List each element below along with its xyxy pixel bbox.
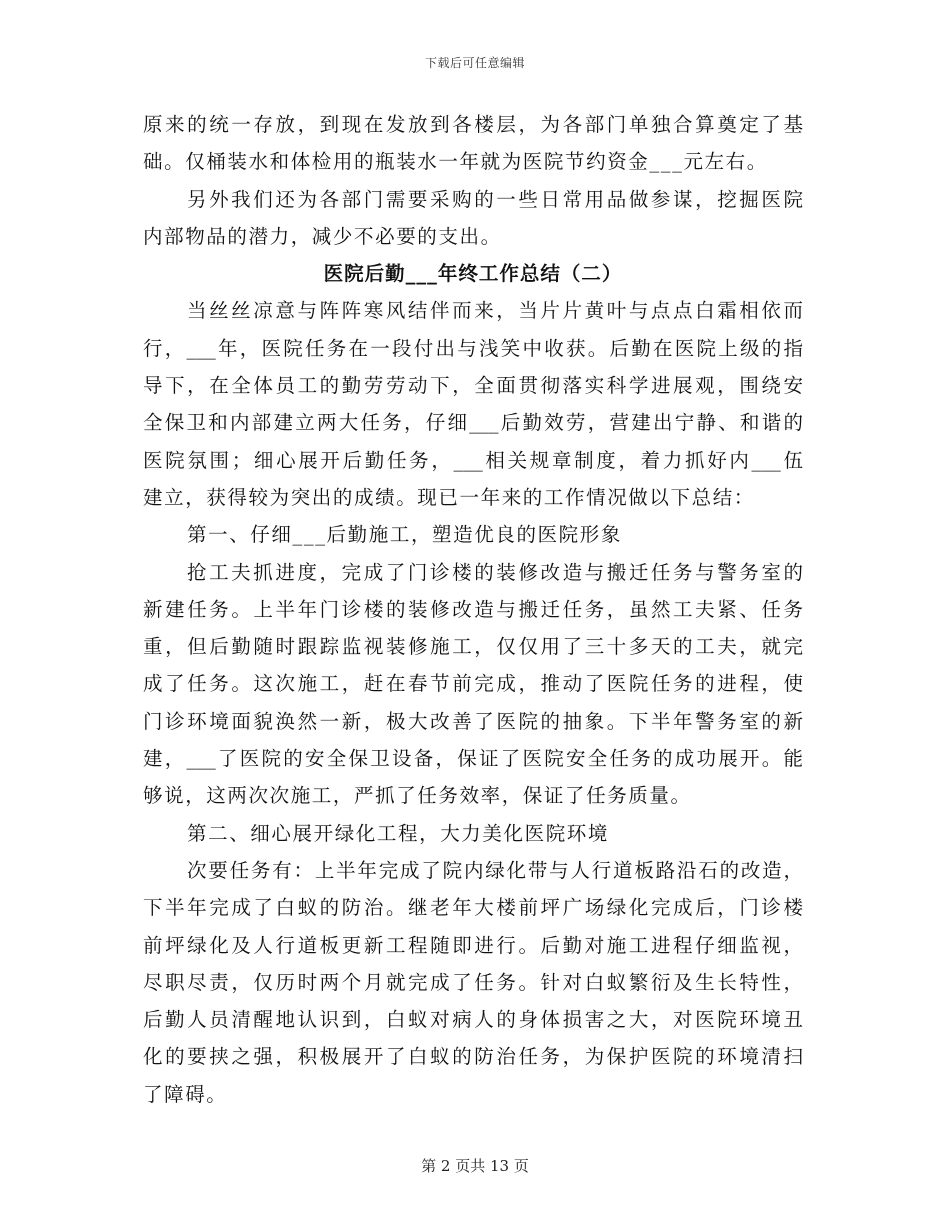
paragraph-line: 化的要挟之强，积极展开了白蚁的防治任务，为保护医院的环境清扫	[143, 1045, 803, 1069]
paragraph-line: 前坪绿化及人行道板更新工程随即进行。后勤对施工进程仔细监视，	[143, 933, 803, 957]
paragraph-line: 础。仅桶装水和体检用的瓶装水一年就为医院节约资金___元左右。	[143, 150, 768, 174]
paragraph-line: 建，___了医院的安全保卫设备，保证了医院安全任务的成功展开。能	[143, 747, 803, 771]
paragraph-line: 原来的统一存放，到现在发放到各楼层，为各部门单独合算奠定了基	[143, 113, 803, 136]
paragraph-line: 下半年完成了白蚁的防治。继老年大楼前坪广场绿化完成后，门诊楼	[143, 896, 803, 920]
paragraph-line: 了障碍。	[143, 1082, 228, 1106]
subheading: 第一、仔细___后勤施工，塑造优良的医院形象	[187, 523, 622, 547]
paragraph-line: 当丝丝凉意与阵阵寒风结伴而来，当片片黄叶与点点白霜相依而	[187, 299, 803, 323]
paragraph-line: 成了任务。这次施工，赶在春节前完成，推动了医院任务的进程，使	[143, 672, 803, 696]
subheading: 第二、细心展开绿化工程，大力美化医院环境	[187, 821, 610, 845]
header-note: 下载后可任意编辑	[424, 56, 525, 70]
page-number: 第 2 页共 13 页	[421, 1157, 529, 1175]
paragraph-line: 另外我们还为各部门需要采购的一些日常用品做参谋，挖掘医院	[187, 187, 803, 211]
paragraph-line: 内部物品的潜力，减少不必要的支出。	[143, 224, 502, 248]
paragraph-line: 尽职尽责，仅历时两个月就完成了任务。针对白蚁繁衍及生长特性，	[143, 970, 803, 994]
paragraph-line: 后勤人员清醒地认识到，白蚁对病人的身体损害之大，对医院环境丑	[143, 1008, 803, 1032]
paragraph-line: 行，___年，医院任务在一段付出与浅笑中收获。后勤在医院上级的指	[143, 336, 803, 360]
paragraph-line: 新建任务。上半年门诊楼的装修改造与搬迁任务，虽然工夫紧、任务	[143, 597, 803, 621]
paragraph-line: 医院氛围；细心展开后勤任务，___相关规章制度，着力抓好内___伍	[143, 448, 803, 472]
paragraph-line: 全保卫和内部建立两大任务，仔细___后勤效劳，营建出宁静、和谐的	[143, 411, 803, 435]
document-body	[143, 106, 803, 1113]
paragraph-line: 次要任务有：上半年完成了院内绿化带与人行道板路沿石的改造，	[187, 858, 803, 882]
paragraph-line: 够说，这两次次施工，严抓了任务效率，保证了任务质量。	[143, 784, 692, 808]
paragraph-line: 建立，获得较为突出的成绩。现已一年来的工作情况做以下总结：	[143, 485, 755, 509]
paragraph-line: 门诊环境面貌涣然一新，极大改善了医院的抽象。下半年警务室的新	[143, 709, 803, 733]
section-title: 医院后勤___年终工作总结（二）	[323, 262, 623, 286]
paragraph-line: 导下，在全体员工的勤劳劳动下，全面贯彻落实科学进展观，围绕安	[143, 374, 803, 398]
paragraph-line: 重，但后勤随时跟踪监视装修施工，仅仅用了三十多天的工夫，就完	[143, 635, 803, 659]
paragraph-line: 抢工夫抓进度，完成了门诊楼的装修改造与搬迁任务与警务室的	[187, 560, 803, 584]
